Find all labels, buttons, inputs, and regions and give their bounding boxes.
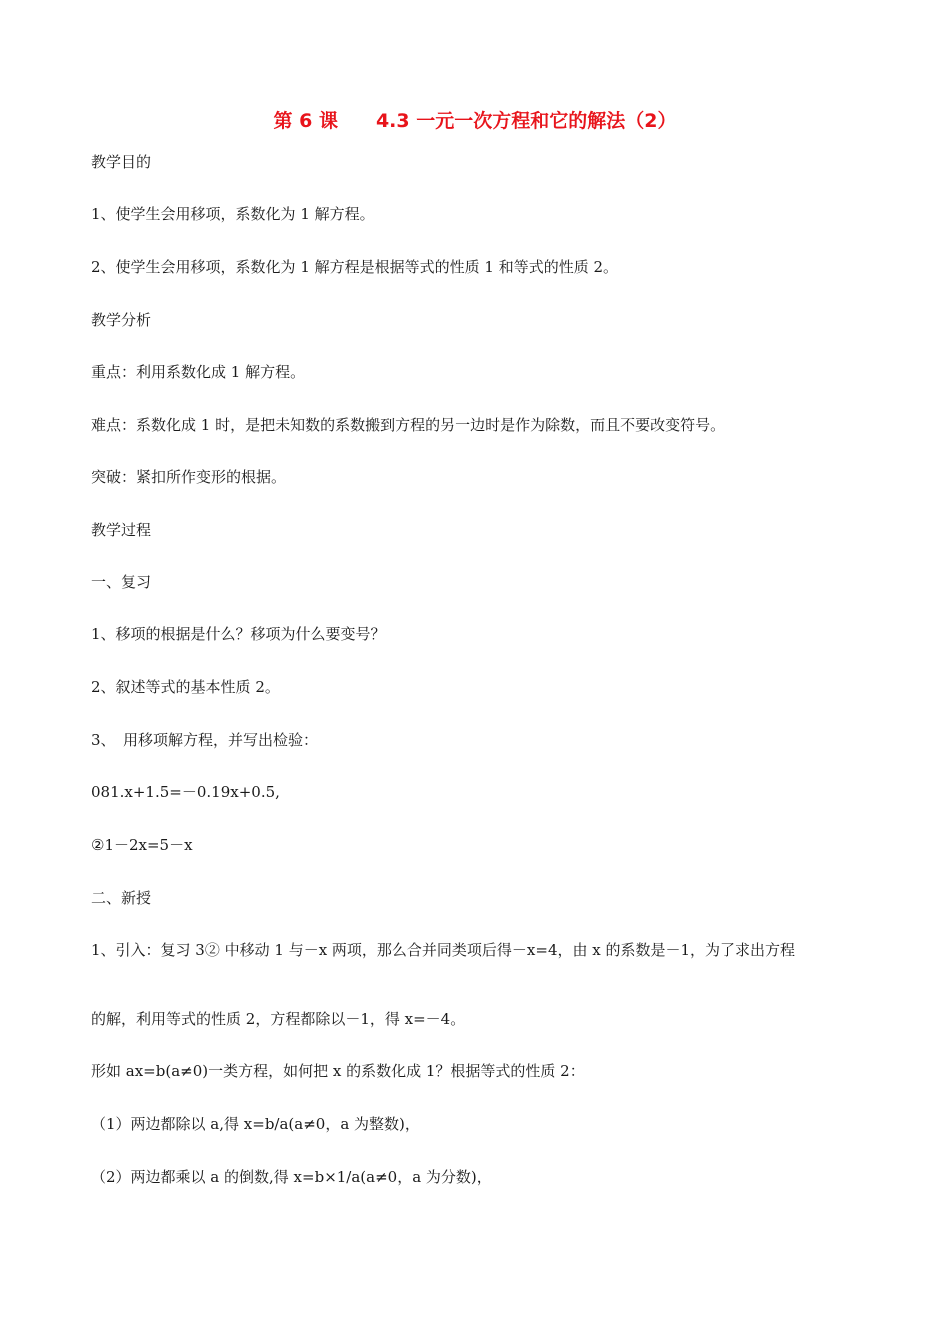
section-new-lesson: 二、新授 (91, 889, 152, 907)
breakthrough: 突破：紧扣所作变形的根据。 (91, 468, 287, 486)
method-2: （2）两边都乘以 a 的倒数,得 x=b×1/a(a≠0，a 为分数)， (91, 1168, 492, 1186)
heading-teaching-objectives: 教学目的 (91, 153, 152, 171)
objective-1: 1、使学生会用移项，系数化为 1 解方程。 (91, 205, 375, 223)
equation-1: 081.x+1.5=－0.19x+0.5, (91, 783, 280, 801)
review-question-2: 2、叙述等式的基本性质 2。 (91, 678, 280, 696)
heading-teaching-process: 教学过程 (91, 521, 152, 539)
difficulty: 难点：系数化成 1 时，是把未知数的系数搬到方程的另一边时是作为除数，而且不要改变符号。 (91, 416, 726, 434)
introduction-line-2: 的解，利用等式的性质 2，方程都除以－1，得 x=－4。 (91, 1010, 466, 1028)
lesson-title: 第 6 课 4.3 一元一次方程和它的解法（2） (273, 110, 677, 132)
introduction-line-1: 1、引入：复习 3② 中移动 1 与－x 两项，那么合并同类项后得－x=4，由 x 的系数是－1，为了求出方程 (91, 941, 796, 959)
key-point: 重点：利用系数化成 1 解方程。 (91, 363, 306, 381)
review-question-1: 1、移项的根据是什么？移项为什么要变号？ (91, 625, 386, 643)
section-review: 一、复习 (91, 573, 152, 591)
form-ax-equals-b: 形如 ax=b(a≠0)一类方程，如何把 x 的系数化成 1？根据等式的性质 2： (91, 1062, 585, 1080)
equation-2: ②1－2x=5－x (91, 836, 193, 854)
review-question-3: 3、 用移项解方程，并写出检验： (91, 731, 319, 749)
heading-teaching-analysis: 教学分析 (91, 311, 152, 329)
objective-2: 2、使学生会用移项，系数化为 1 解方程是根据等式的性质 1 和等式的性质 2。 (91, 258, 619, 276)
method-1: （1）两边都除以 a,得 x=b/a(a≠0，a 为整数)， (91, 1115, 420, 1133)
